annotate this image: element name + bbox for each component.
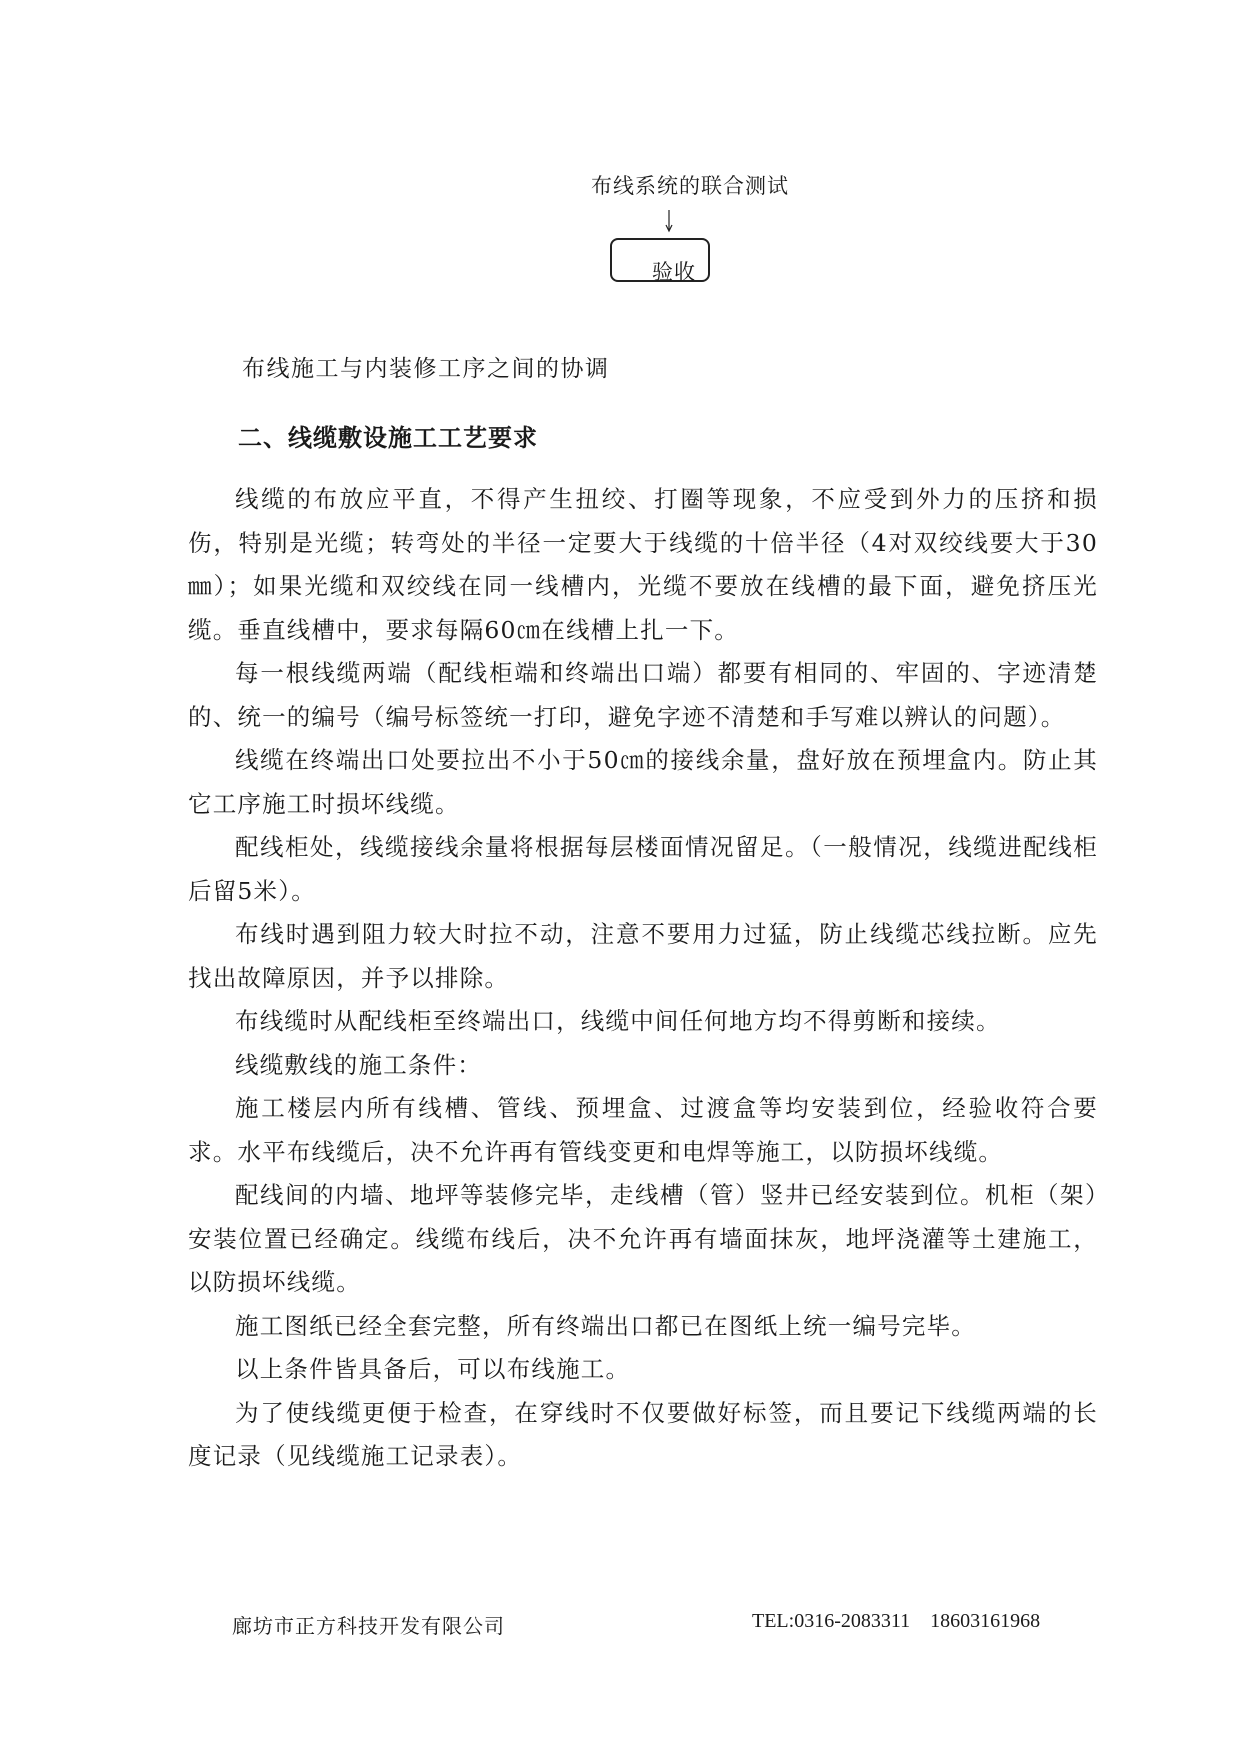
footer-tel: TEL:0316-2083311 18603161968 <box>752 1610 1041 1632</box>
paragraph-conditions-met: 以上条件皆具备后，可以布线施工。 <box>235 1355 631 1383</box>
flowchart-final-box-label: 验收 <box>652 260 696 284</box>
paragraph-pulling-resistance: 布线时遇到阻力较大时拉不动，注意不要用力过猛，防止线缆芯线拉断。应先找出故障原因，并予以排除。 <box>188 920 1098 992</box>
coordination-line: 布线施工与内装修工序之间的协调 <box>242 356 610 382</box>
paragraph-condition-wiring-room: 配线间的内墙、地坪等装修完毕，走线槽（管）竖井已经安装到位。机柜（架）安装位置已经确定。线缆布线后，决不允许再有墙面抹灰，地坪浇灌等土建施工，以防损坏线缆。 <box>188 1181 1098 1296</box>
paragraph-condition-floor: 施工楼层内所有线槽、管线、预埋盒、过渡盒等均安装到位，经验收符合要求。水平布线缆后，决不允许再有管线变更和电焊等施工，以防损坏线缆。 <box>188 1094 1098 1166</box>
paragraph-length-record: 为了使线缆更便于检查，在穿线时不仅要做好标签，而且要记下线缆两端的长度记录（见线缆施工记录表）。 <box>188 1398 1098 1470</box>
section-heading: 二、线缆敷设施工工艺要求 <box>238 424 538 452</box>
paragraph-no-splicing: 布线缆时从配线柜至终端出口，线缆中间任何地方均不得剪断和接续。 <box>235 1007 1001 1035</box>
body-text <box>188 478 1098 1479</box>
paragraph-conditions-title: 线缆敷线的施工条件： <box>235 1050 482 1079</box>
flowchart-arrow-icon <box>664 210 674 234</box>
paragraph-cable-numbering: 每一根线缆两端（配线柜端和终端出口端）都要有相同的、牢固的、字迹清楚的、统一的编号（编号标签统一打印，避免字迹不清楚和手写难以辨认的问题）。 <box>188 659 1098 731</box>
flowchart-step-label: 布线系统的联合测试 <box>591 174 789 198</box>
paragraph-terminal-slack: 线缆在终端出口处要拉出不小于50㎝的接线余量，盘好放在预埋盒内。防止其它工序施工时损坏线缆。 <box>188 746 1098 818</box>
paragraph-cable-routing: 线缆的布放应平直，不得产生扭绞、打圈等现象，不应受到外力的压挤和损伤，特别是光缆；转弯处的半径一定要大于线缆的十倍半径（4对双绞线要大于30㎜）；如果光缆和双绞线在同一线槽内，光缆不要放在线槽的最下面，避免挤压光缆。垂直线槽中，要求每隔60㎝在线槽上扎一下。 <box>188 485 1098 644</box>
paragraph-condition-drawings: 施工图纸已经全套完整，所有终端出口都已在图纸上统一编号完毕。 <box>235 1311 976 1340</box>
paragraph-cabinet-slack: 配线柜处，线缆接线余量将根据每层楼面情况留足。（一般情况，线缆进配线柜后留5米）。 <box>188 833 1098 905</box>
footer-company: 廊坊市正方科技开发有限公司 <box>232 1614 505 1638</box>
